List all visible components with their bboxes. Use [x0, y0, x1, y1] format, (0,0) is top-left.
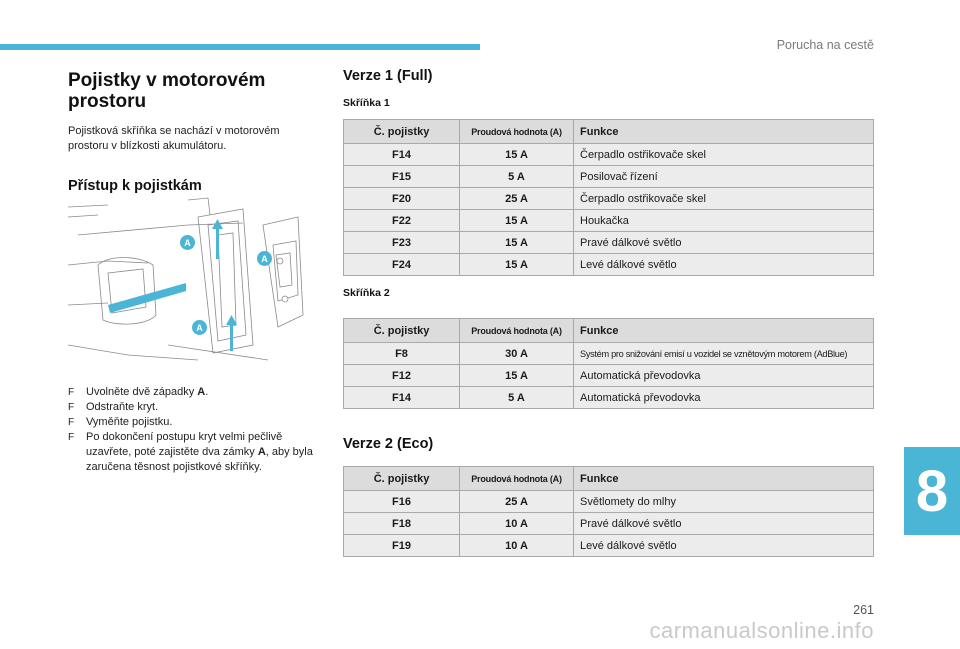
bullet-icon: F: [68, 417, 75, 428]
fuse-box-illustration: [68, 195, 318, 365]
col-function: Funkce: [574, 319, 874, 343]
col-amperage: Proudová hodnota (A): [460, 467, 574, 491]
col-amperage: Proudová hodnota (A): [460, 319, 574, 343]
version-2-title: Verze 2 (Eco): [343, 436, 434, 452]
page-title: Pojistky v motorovém prostoru: [68, 70, 266, 112]
step-item: F Uvolněte dvě západky A.: [68, 386, 209, 398]
col-function: Funkce: [574, 120, 874, 144]
step-item: F Odstraňte kryt.: [68, 401, 159, 413]
table-row: F16 25 A Světlomety do mlhy: [344, 491, 874, 513]
step-item: F Vyměňte pojistku.: [68, 416, 173, 428]
fuse-table-box-1: [343, 119, 874, 276]
steps-list: [68, 385, 318, 475]
box-2-title: Skříňka 2: [343, 287, 390, 299]
table-row: F19 10 A Levé dálkové světlo: [344, 535, 874, 557]
left-column: [68, 70, 318, 154]
chapter-tab: 8: [904, 447, 960, 535]
watermark: carmanualsonline.info: [649, 618, 874, 643]
fuse-table-box-3: [343, 466, 874, 557]
label-a-top: A: [180, 235, 195, 250]
top-accent-bar: [0, 44, 480, 50]
table-row: F24 15 A Levé dálkové světlo: [344, 254, 874, 276]
section-title: Porucha na cestě: [776, 38, 874, 52]
col-fuse-number: Č. pojistky: [344, 120, 460, 144]
col-fuse-number: Č. pojistky: [344, 467, 460, 491]
page-number: 261: [853, 603, 874, 617]
table-row: F14 5 A Automatická převodovka: [344, 387, 874, 409]
table-row: F18 10 A Pravé dálkové světlo: [344, 513, 874, 535]
intro-text: Pojistková skříňka se nachází v motorovém prostoru v blízkosti akumulátoru.: [68, 125, 280, 152]
table-row: F8 30 A Systém pro snižování emisí u vozidel se vznětovým motorem (AdBlue): [344, 343, 874, 365]
col-fuse-number: Č. pojistky: [344, 319, 460, 343]
version-1-title: Verze 1 (Full): [343, 68, 433, 84]
table-row: F20 25 A Čerpadlo ostřikovače skel: [344, 188, 874, 210]
label-a-right: A: [257, 251, 272, 266]
fuse-table-box-2: [343, 318, 874, 409]
table-row: F15 5 A Posilovač řízení: [344, 166, 874, 188]
box-1-title: Skříňka 1: [343, 97, 390, 109]
col-function: Funkce: [574, 467, 874, 491]
table-row: F22 15 A Houkačka: [344, 210, 874, 232]
table-row: F12 15 A Automatická převodovka: [344, 365, 874, 387]
step-item: F Po dokončení postupu kryt velmi pečlivě uzavřete, poté zajistěte dva zámky A, aby byla zaručena těsnost pojistkové skříňky.: [68, 431, 313, 473]
access-subhead: Přístup k pojistkám: [68, 178, 202, 194]
col-amperage: Proudová hodnota (A): [460, 120, 574, 144]
table-row: F14 15 A Čerpadlo ostřikovače skel: [344, 144, 874, 166]
bullet-icon: F: [68, 387, 75, 398]
label-a-bottom: A: [192, 320, 207, 335]
bullet-icon: F: [68, 432, 75, 443]
bullet-icon: F: [68, 402, 75, 413]
table-row: F23 15 A Pravé dálkové světlo: [344, 232, 874, 254]
